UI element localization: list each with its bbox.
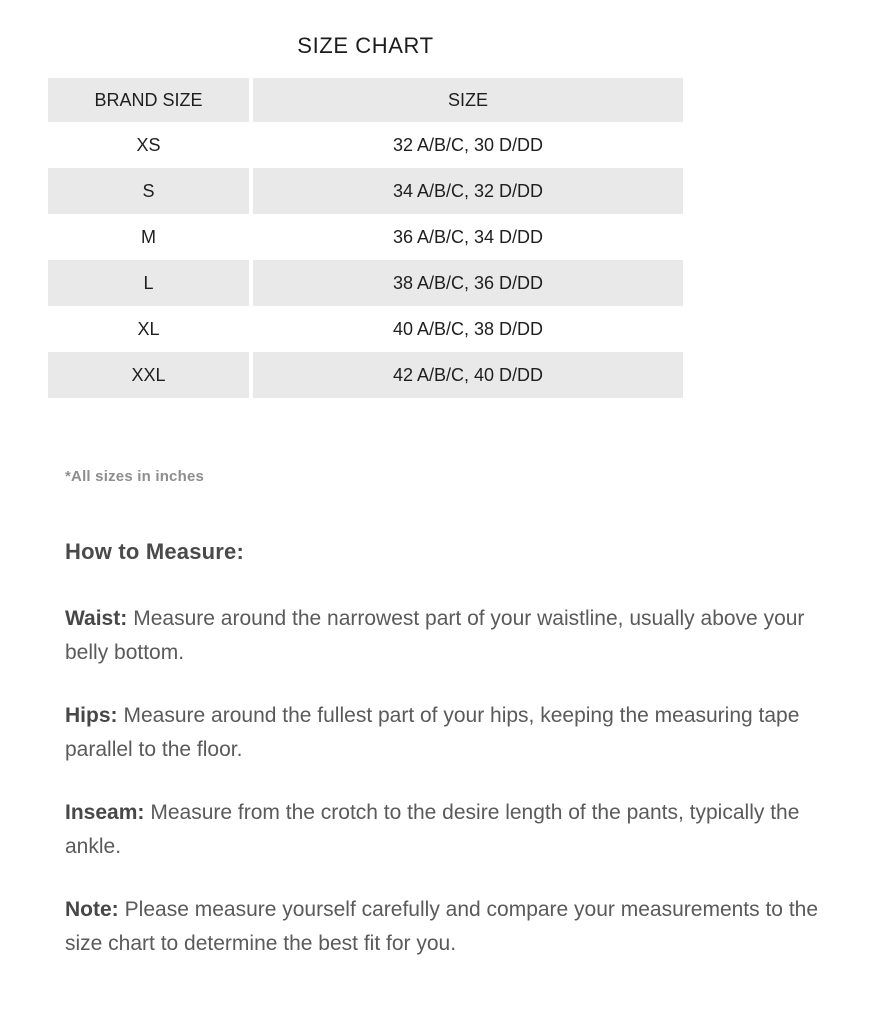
size-cell: 38 A/B/C, 36 D/DD — [253, 260, 683, 306]
brand-size-cell: XXL — [48, 352, 249, 398]
size-cell: 40 A/B/C, 38 D/DD — [253, 306, 683, 352]
size-cell: 42 A/B/C, 40 D/DD — [253, 352, 683, 398]
column-header-size: SIZE — [253, 78, 683, 122]
note-text: Please measure yourself carefully and compare your measurements to the size chart to determine the best fit for you. — [65, 898, 819, 955]
how-to-measure-heading: How to Measure: — [65, 539, 245, 564]
column-header-brand-size: BRAND SIZE — [48, 78, 249, 122]
size-cell: 34 A/B/C, 32 D/DD — [253, 168, 683, 214]
hips-instruction — [65, 699, 840, 767]
note-label: Note: — [65, 898, 119, 921]
inseam-label: Inseam: — [65, 801, 145, 824]
table-row — [48, 352, 683, 398]
table-row — [48, 122, 683, 168]
waist-text: Measure around the narrowest part of your waistline, usually above your belly bottom. — [65, 607, 805, 664]
hips-label: Hips: — [65, 704, 118, 727]
brand-size-cell: M — [48, 214, 249, 260]
waist-instruction — [65, 602, 840, 670]
brand-size-cell: XS — [48, 122, 249, 168]
size-cell: 32 A/B/C, 30 D/DD — [253, 122, 683, 168]
brand-size-cell: L — [48, 260, 249, 306]
page-title: SIZE CHART — [297, 33, 434, 58]
size-table — [48, 78, 683, 398]
table-row — [48, 260, 683, 306]
brand-size-cell: S — [48, 168, 249, 214]
sizes-in-inches-footnote: *All sizes in inches — [65, 468, 205, 485]
table-header-row — [48, 78, 683, 122]
brand-size-cell: XL — [48, 306, 249, 352]
table-row — [48, 168, 683, 214]
inseam-text: Measure from the crotch to the desire length of the pants, typically the ankle. — [65, 801, 800, 858]
inseam-instruction — [65, 796, 840, 864]
size-cell: 36 A/B/C, 34 D/DD — [253, 214, 683, 260]
hips-text: Measure around the fullest part of your hips, keeping the measuring tape parallel to the floor. — [65, 704, 800, 761]
table-row — [48, 214, 683, 260]
measure-instructions — [65, 602, 840, 990]
note-instruction — [65, 893, 840, 961]
table-row — [48, 306, 683, 352]
waist-label: Waist: — [65, 607, 128, 630]
